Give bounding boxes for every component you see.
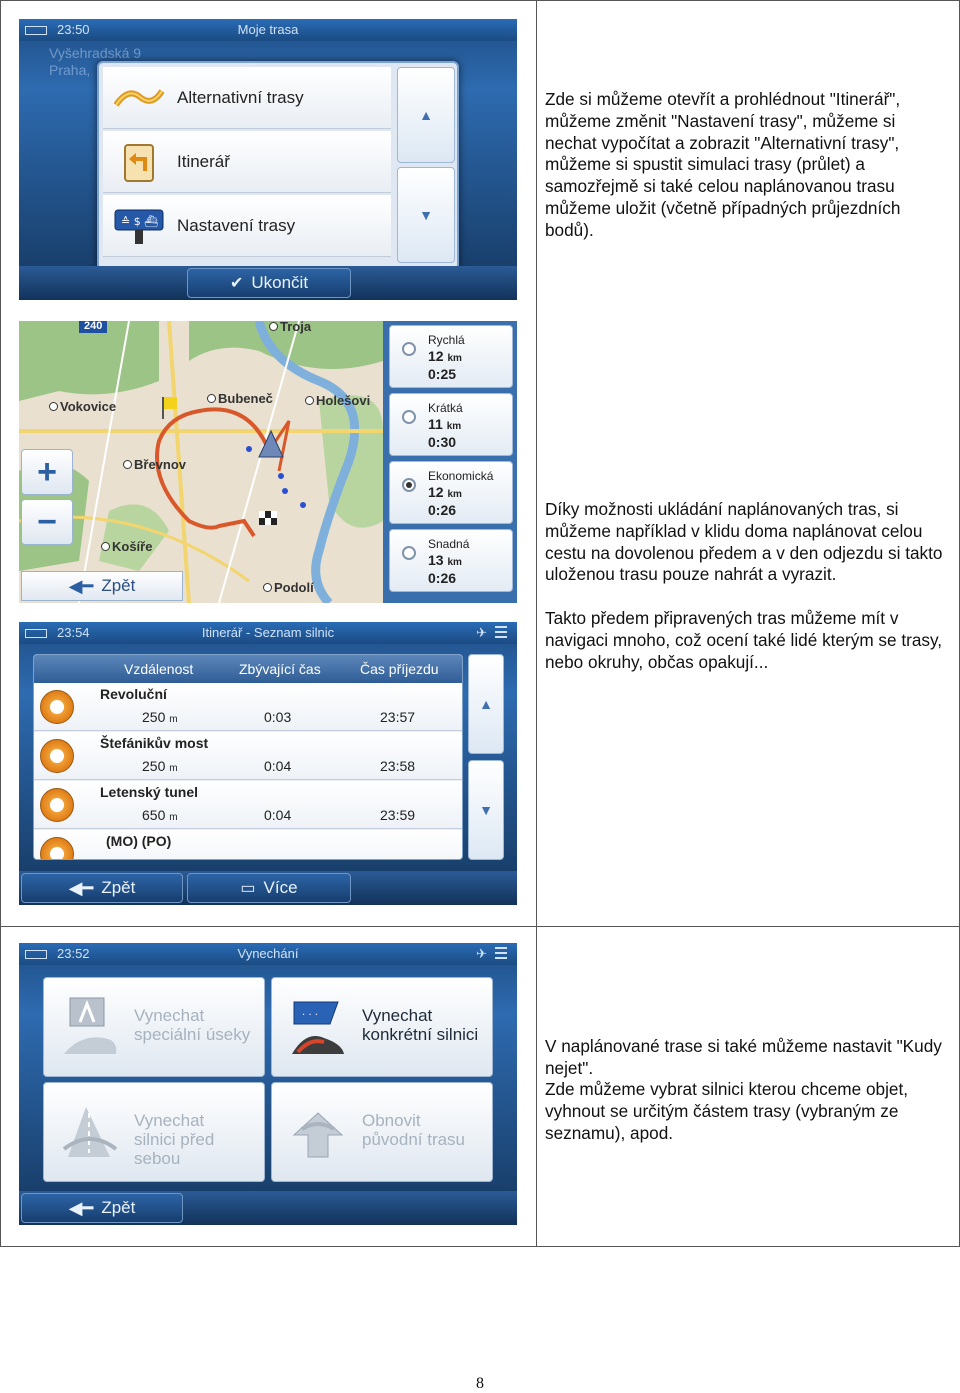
itinerary-row[interactable]: (MO) (PO) xyxy=(34,830,462,860)
road-number-shield: 240 xyxy=(79,321,107,333)
clock: 23:54 xyxy=(57,625,90,640)
column-header-distance: Vzdálenost xyxy=(124,661,194,677)
status-bar xyxy=(19,19,517,41)
route-options-panel xyxy=(383,321,517,603)
radio-button xyxy=(402,410,416,424)
route-option-short[interactable]: Krátká 11 km 0:30 xyxy=(389,393,513,456)
road-sign-icon xyxy=(288,994,348,1058)
triangle-down-icon: ▼ xyxy=(419,207,433,223)
paragraph-saved-routes: Díky možnosti ukládání naplánovaných tras, si můžeme například v klidu doma naplánovat celou cestu na dovolenou předem a v den odjezdu si takto uloženou trasu pouze nahrát a vyrazit. xyxy=(545,499,943,585)
map-label-troja: Troja xyxy=(269,321,311,334)
scroll-up-button[interactable] xyxy=(468,654,504,754)
radio-button-selected xyxy=(402,478,416,492)
map-label-holesovice: Holešovi xyxy=(305,393,370,408)
screen-title: Moje trasa xyxy=(237,22,299,37)
more-icon: ▭ xyxy=(240,880,256,897)
close-button[interactable]: ✔ Ukončit xyxy=(187,268,351,298)
compass-turn-icon xyxy=(40,690,74,724)
paragraph-avoid-intro: V naplánované trase si také můžeme nastavit "Kudy nejet". xyxy=(545,1036,942,1078)
scroll-down-button[interactable] xyxy=(468,760,504,860)
radio-button xyxy=(402,342,416,356)
status-bar xyxy=(19,622,517,644)
screen-title: Vynechání xyxy=(237,946,299,961)
zoom-out-button[interactable]: − xyxy=(21,499,73,545)
menu-item-route-settings[interactable]: ≙ $ ⛴ Nastavení trasy xyxy=(103,195,391,257)
screenshot-alternative-routes-map xyxy=(19,321,517,603)
itinerary-header xyxy=(34,655,462,683)
restore-route-icon xyxy=(288,1099,348,1163)
paragraph-prepared-routes: Takto předem připravených tras můžeme mít v navigaci mnoho, což ocení také lidé kterým se trasy, nebo okruhy, občas opakují... xyxy=(545,608,943,672)
clock: 23:52 xyxy=(57,946,90,961)
row-divider xyxy=(1,926,959,927)
triangle-up-icon: ▲ xyxy=(419,107,433,123)
triangle-up-icon: ▲ xyxy=(479,696,493,712)
screenshot-avoid-menu xyxy=(19,943,517,1225)
chevron-down-icon: ✔ xyxy=(229,275,244,292)
paragraph-avoid-details: Zde můžeme vybrat silnici kterou chceme objet, vyhnout se určitým částem trasy (vybraným ze seznamu), apod. xyxy=(545,1079,908,1143)
map-label-kosire: Košíře xyxy=(101,539,152,554)
scroll-down-button[interactable] xyxy=(397,167,455,263)
avoid-road-ahead-button[interactable]: Vynechat silnici před sebou xyxy=(43,1082,265,1182)
map-label-brevnov: Břevnov xyxy=(123,457,186,472)
bottom-bar xyxy=(19,266,517,300)
svg-text:≙ $ ⛴: ≙ $ ⛴ xyxy=(121,214,159,228)
page-number: 8 xyxy=(476,1375,484,1392)
menu-icon[interactable] xyxy=(495,947,507,959)
itinerary-row[interactable]: Štefánikův most 250 m 0:04 23:58 xyxy=(34,732,462,780)
svg-text:· · ·: · · · xyxy=(302,1010,318,1021)
arrow-left-icon: ◀━ xyxy=(68,1197,94,1218)
radio-button xyxy=(402,546,416,560)
route-option-economic[interactable]: Ekonomická 12 km 0:26 xyxy=(389,461,513,524)
map-canvas[interactable] xyxy=(19,321,383,603)
itinerary-icon xyxy=(113,142,165,182)
map-label-vokovice: Vokovice xyxy=(49,399,116,414)
back-button[interactable]: ◀━ Zpět xyxy=(21,571,183,601)
route-menu-popup xyxy=(97,61,459,271)
zoom-in-button[interactable]: + xyxy=(21,449,73,495)
menu-icon[interactable] xyxy=(495,626,507,638)
screenshot-route-menu xyxy=(19,19,517,300)
scroll-up-button[interactable] xyxy=(397,67,455,163)
arrow-left-icon: ◀━ xyxy=(68,877,94,898)
clock: 23:50 xyxy=(57,22,90,37)
route-option-easy[interactable]: Snadná 13 km 0:26 xyxy=(389,529,513,592)
avoid-special-sections-button[interactable]: Vynechat speciální úseky xyxy=(43,977,265,1077)
map-label-podoli: Podolí xyxy=(263,580,314,595)
column-header-arrival: Čas příjezdu xyxy=(360,661,439,677)
itinerary-list xyxy=(33,654,463,860)
bottom-bar xyxy=(19,1191,517,1225)
compass-turn-icon xyxy=(40,788,74,822)
route-settings-icon xyxy=(113,206,165,246)
compass-turn-icon xyxy=(40,837,74,860)
satellite-icon: ✈ xyxy=(476,625,487,640)
road-sign-icon xyxy=(60,994,120,1058)
menu-item-alternative-routes[interactable]: Alternativní trasy xyxy=(103,67,391,129)
arrow-left-icon: ◀━ xyxy=(68,575,94,596)
restore-original-route-button[interactable]: Obnovit původní trasu xyxy=(271,1082,493,1182)
menu-item-itinerary[interactable]: Itinerář xyxy=(103,131,391,193)
status-bar xyxy=(19,943,517,965)
column-divider xyxy=(536,1,537,1246)
satellite-icon: ✈ xyxy=(476,946,487,961)
back-button[interactable]: ◀━ Zpět xyxy=(21,1193,183,1223)
triangle-down-icon: ▼ xyxy=(479,802,493,818)
bottom-bar xyxy=(19,871,517,905)
background-address: Vyšehradská 9 Praha, xyxy=(49,45,142,78)
itinerary-row[interactable]: Letenský tunel 650 m 0:04 23:59 xyxy=(34,781,462,829)
paragraph-menu-description: Zde si můžeme otevřít a prohlédnout "Itinerář", můžeme změnit "Nastavení trasy", můžeme si nechat vypočítat a zobrazit "Alternativní trasy", můžeme si spustit simulaci trasy (průlet) a samozřejmě si také celou naplánovanou trasu můžeme uložit (včetně případných průjezdních bodů). xyxy=(545,89,901,240)
avoid-specific-road-button[interactable]: · · · Vynechat konkrétní silnici xyxy=(271,977,493,1077)
map-label-bubenec: Bubeneč xyxy=(207,391,273,406)
screen-title: Itinerář - Seznam silnic xyxy=(201,625,335,640)
back-button[interactable]: ◀━ Zpět xyxy=(21,873,183,903)
more-button[interactable]: ▭ Více xyxy=(187,873,351,903)
compass-turn-icon xyxy=(40,739,74,773)
road-ahead-icon xyxy=(60,1099,120,1163)
itinerary-row[interactable]: Revoluční 250 m 0:03 23:57 xyxy=(34,683,462,731)
screenshot-itinerary xyxy=(19,622,517,905)
alternative-routes-icon xyxy=(113,78,165,118)
route-option-fast[interactable]: Rychlá 12 km 0:25 xyxy=(389,325,513,388)
column-header-remaining: Zbývající čas xyxy=(239,661,321,677)
